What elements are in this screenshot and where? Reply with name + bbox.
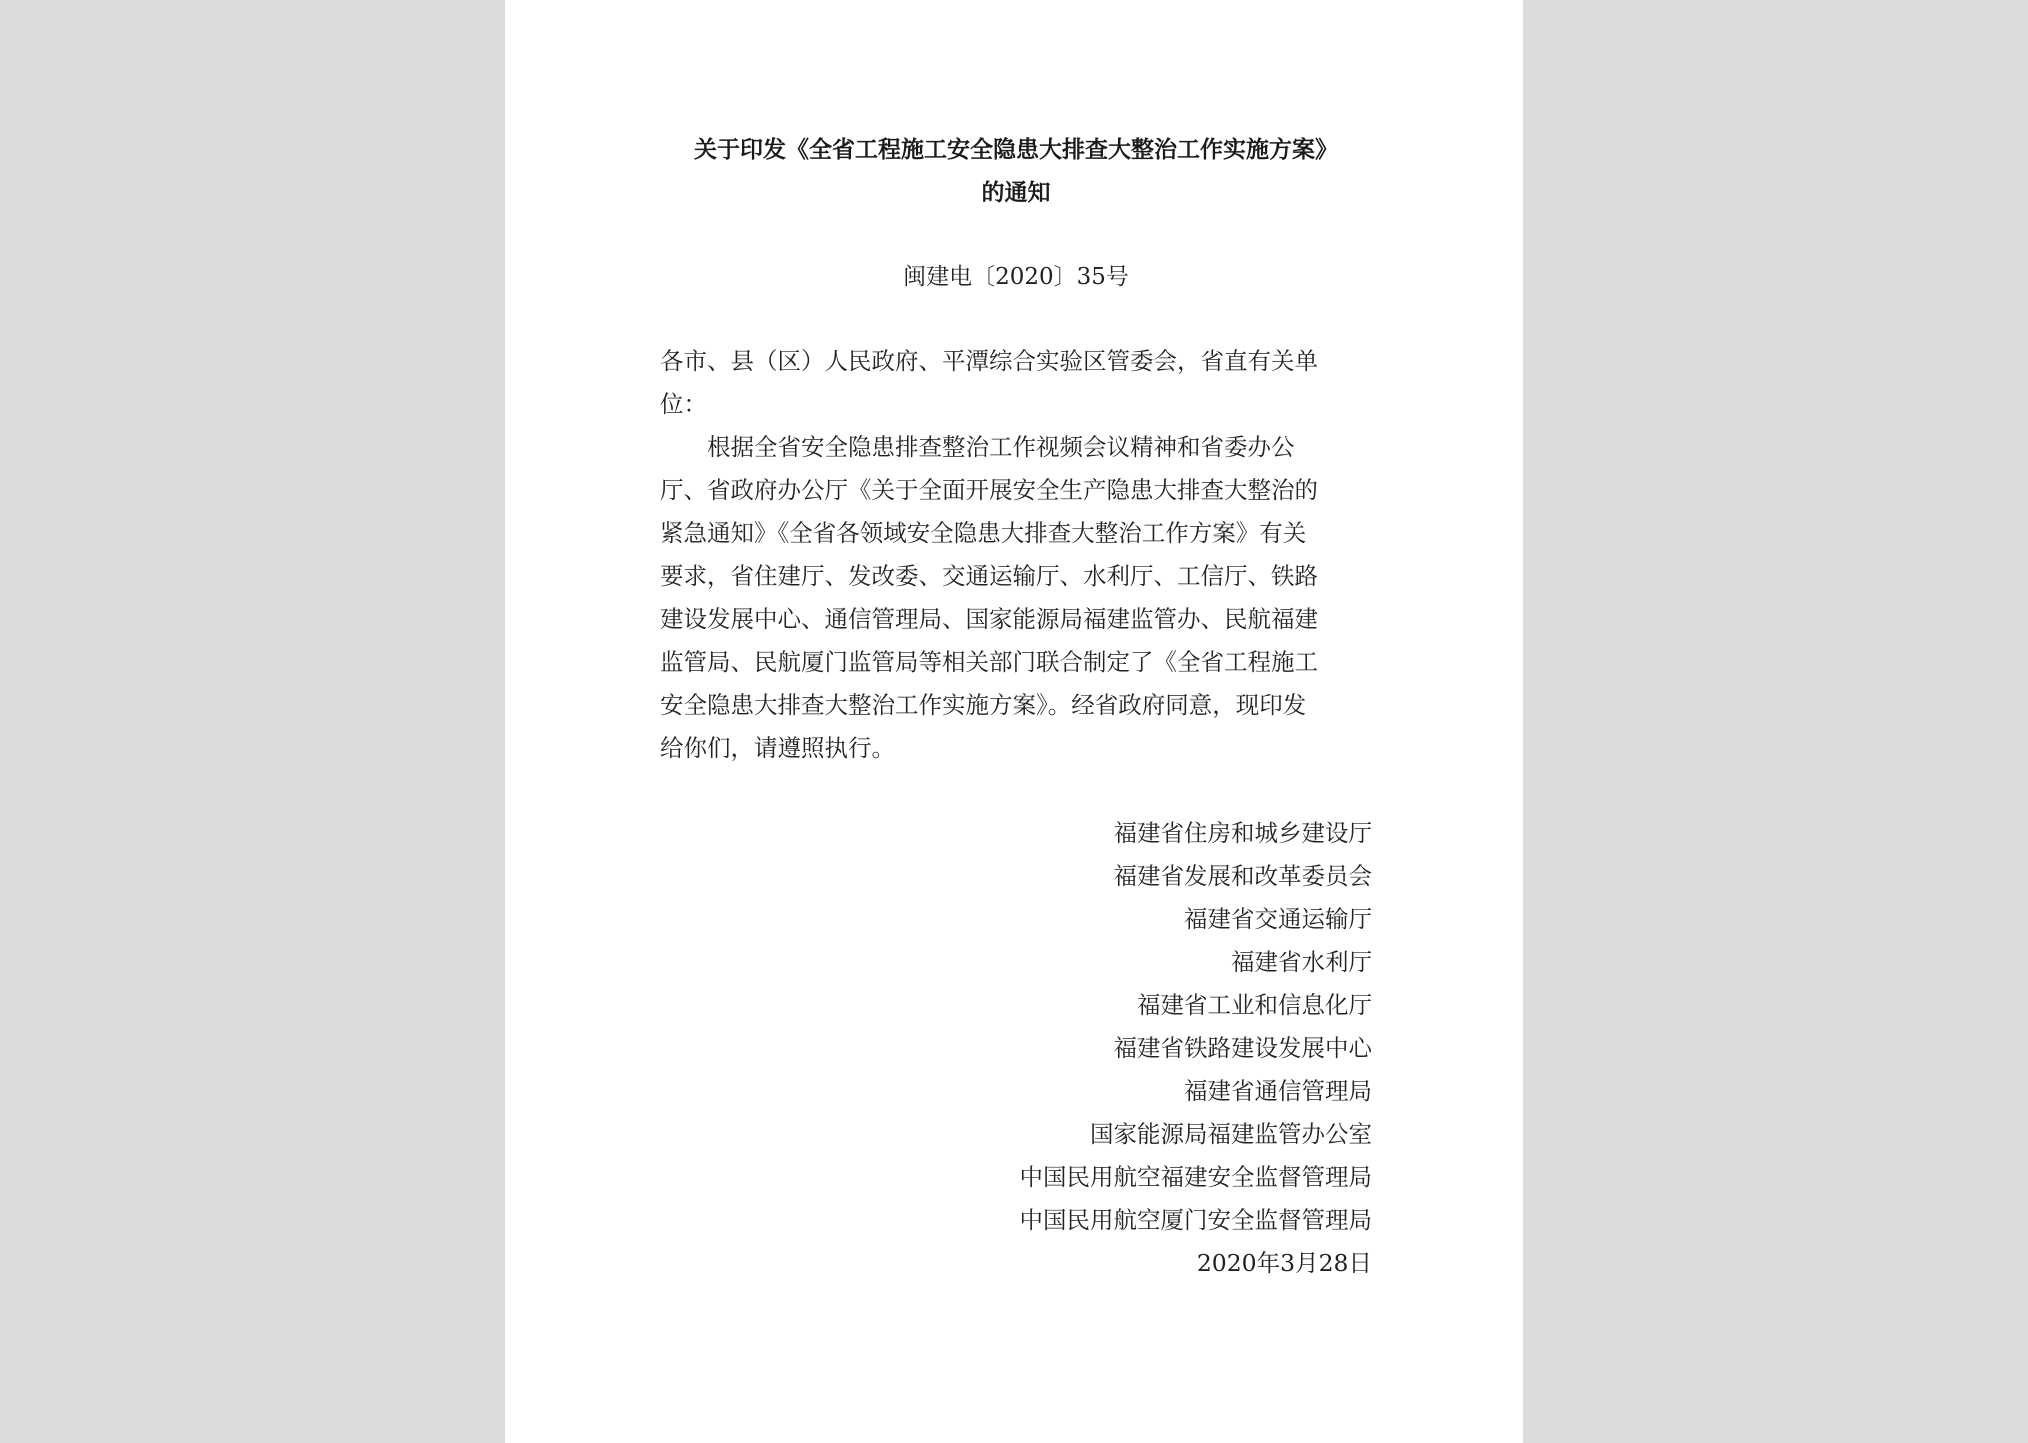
signatory: 福建省交通运输厅: [1184, 905, 1372, 933]
signatory: 福建省发展和改革委员会: [1113, 862, 1372, 890]
body-line: 给你们，请遵照执行。: [660, 734, 895, 762]
body-line: 紧急通知》《全省各领域安全隐患大排查大整治工作方案》有关: [660, 519, 1307, 547]
signatory: 中国民用航空福建安全监督管理局: [1019, 1163, 1372, 1191]
signatory: 福建省水利厅: [1231, 948, 1372, 976]
issue-date: 2020年3月28日: [1196, 1249, 1372, 1277]
body-line: 安全隐患大排查大整治工作实施方案》。经省政府同意，现印发: [660, 691, 1307, 719]
body-line: 厅、省政府办公厅《关于全面开展安全生产隐患大排查大整治的: [660, 476, 1318, 504]
signatory: 福建省住房和城乡建设厅: [1113, 819, 1372, 847]
body-line: 根据全省安全隐患排查整治工作视频会议精神和省委办公: [707, 433, 1295, 461]
document-number: 闽建电〔2020〕35号: [903, 264, 1129, 290]
body-line: 监管局、民航厦门监管局等相关部门联合制定了《全省工程施工: [660, 648, 1318, 676]
document-page: [505, 0, 1523, 1443]
signatory: 福建省铁路建设发展中心: [1113, 1034, 1372, 1062]
signatory: 国家能源局福建监管办公室: [1090, 1120, 1372, 1148]
signatory: 中国民用航空厦门安全监督管理局: [1019, 1206, 1372, 1234]
salutation-line: 位：: [660, 390, 707, 418]
salutation-line: 各市、县（区）人民政府、平潭综合实验区管委会，省直有关单: [660, 347, 1318, 375]
signatory: 福建省通信管理局: [1184, 1077, 1372, 1105]
title-line: 关于印发《全省工程施工安全隐患大排查大整治工作实施方案》: [694, 136, 1338, 163]
signatory: 福建省工业和信息化厅: [1137, 991, 1372, 1019]
document-body: [660, 340, 1372, 770]
body-line: 建设发展中心、通信管理局、国家能源局福建监管办、民航福建: [660, 605, 1318, 633]
signature-block: [660, 812, 1372, 1285]
title-line: 的通知: [981, 179, 1051, 206]
document-title: [660, 128, 1372, 214]
body-line: 要求，省住建厅、发改委、交通运输厅、水利厅、工信厅、铁路: [660, 562, 1318, 590]
